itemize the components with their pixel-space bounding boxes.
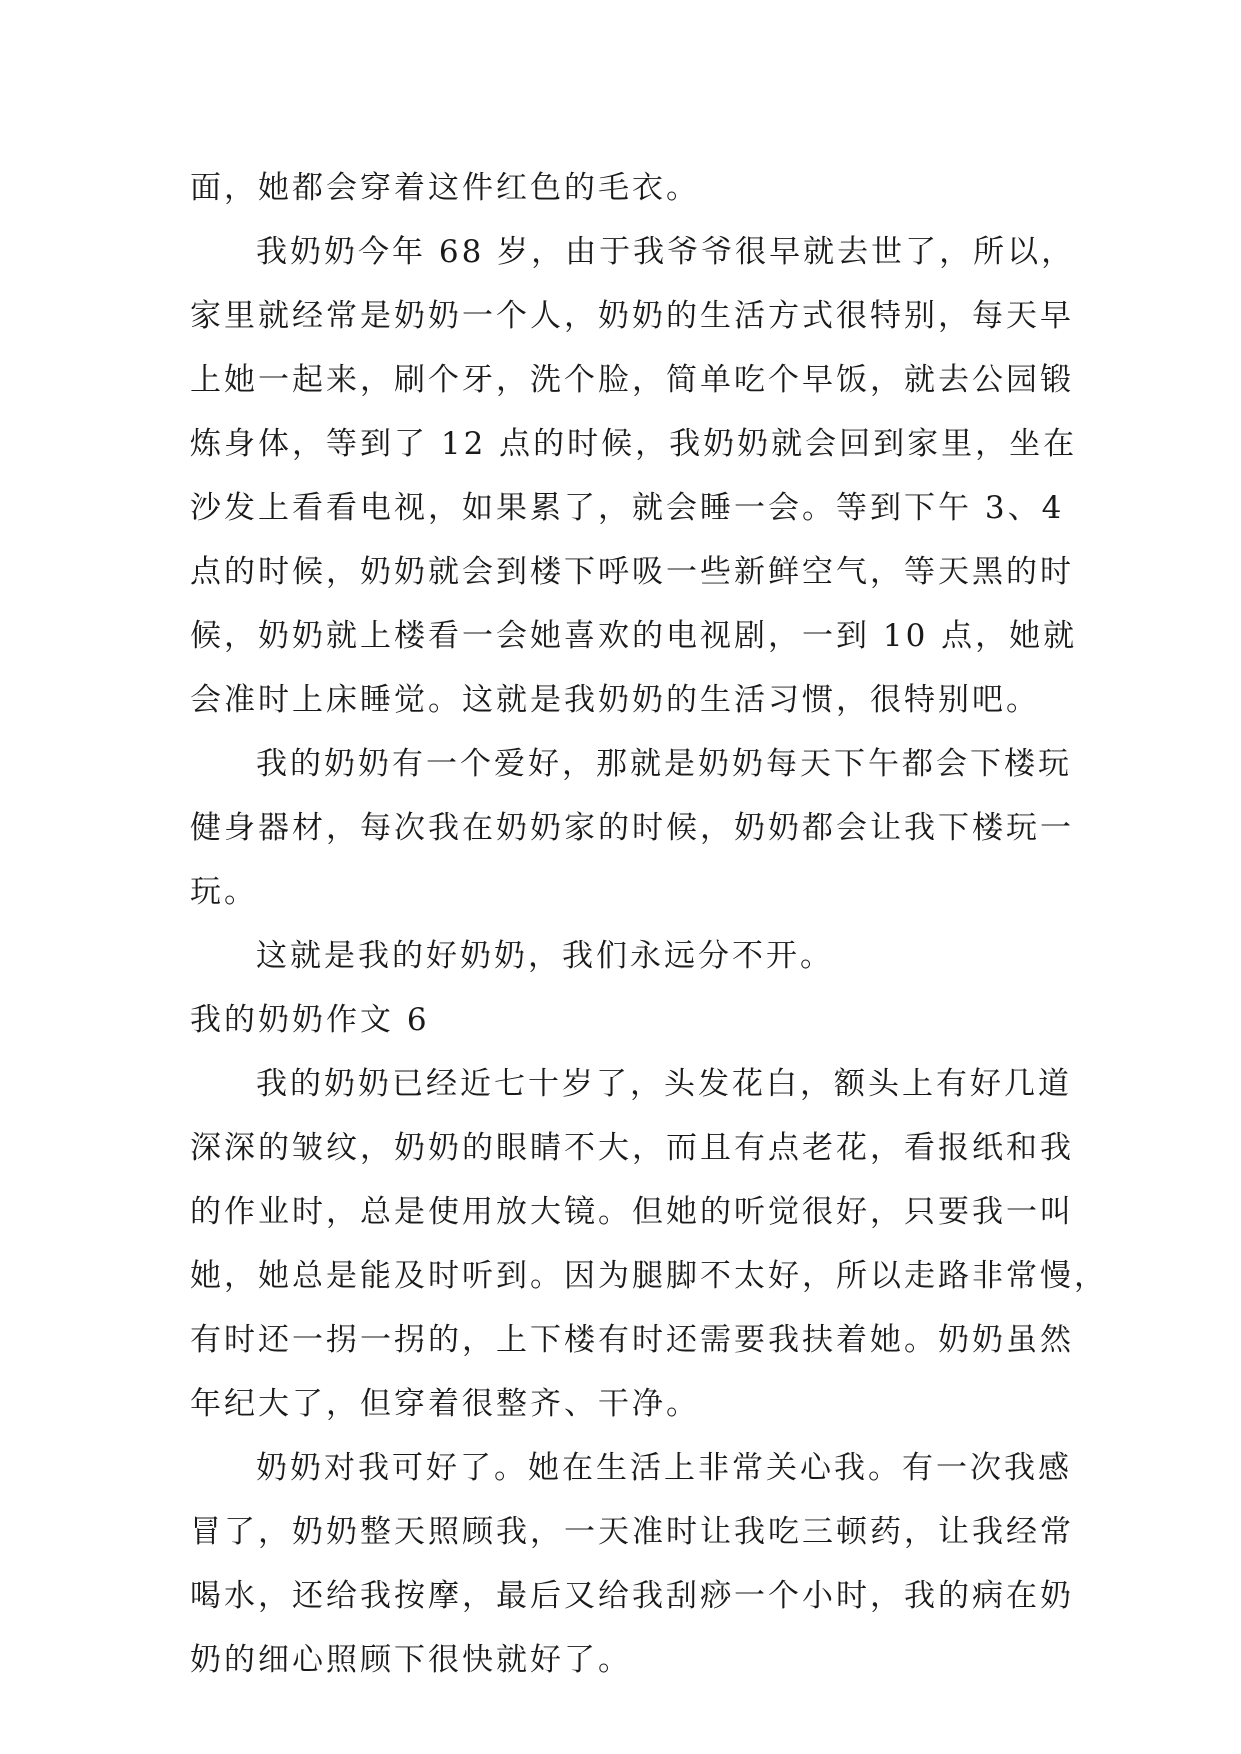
paragraph-line: 我的奶奶有一个爱好，那就是奶奶每天下午都会下楼玩 [256, 746, 1072, 782]
paragraph-line: 候，奶奶就上楼看一会她喜欢的电视剧，一到 10 点，她就 [190, 618, 1078, 654]
paragraph-line: 她，她总是能及时听到。因为腿脚不太好，所以走路非常慢， [190, 1258, 1108, 1294]
paragraph-line: 炼身体，等到了 12 点的时候，我奶奶就会回到家里，坐在 [190, 426, 1078, 462]
paragraph-line: 喝水，还给我按摩，最后又给我刮痧一个小时，我的病在奶 [190, 1578, 1074, 1614]
paragraph-line: 我的奶奶已经近七十岁了，头发花白，额头上有好几道 [256, 1066, 1072, 1102]
paragraph-line: 面，她都会穿着这件红色的毛衣。 [190, 170, 700, 206]
paragraph-line: 这就是我的好奶奶，我们永远分不开。 [256, 938, 834, 974]
paragraph-line: 奶奶对我可好了。她在生活上非常关心我。有一次我感 [256, 1450, 1072, 1486]
paragraph-line: 冒了，奶奶整天照顾我，一天准时让我吃三顿药，让我经常 [190, 1514, 1074, 1550]
paragraph-line: 我奶奶今年 68 岁，由于我爷爷很早就去世了，所以， [256, 234, 1076, 270]
paragraph-line: 有时还一拐一拐的，上下楼有时还需要我扶着她。奶奶虽然 [190, 1322, 1074, 1358]
paragraph-line: 沙发上看看电视，如果累了，就会睡一会。等到下午 3、4 [190, 490, 1065, 526]
paragraph-line: 玩。 [190, 874, 258, 910]
section-heading: 我的奶奶作文 6 [190, 1002, 430, 1038]
paragraph-line: 会准时上床睡觉。这就是我奶奶的生活习惯，很特别吧。 [190, 682, 1040, 718]
paragraph-line: 奶的细心照顾下很快就好了。 [190, 1642, 632, 1678]
paragraph-line: 年纪大了，但穿着很整齐、干净。 [190, 1386, 700, 1422]
paragraph-line: 点的时候，奶奶就会到楼下呼吸一些新鲜空气，等天黑的时 [190, 554, 1074, 590]
paragraph-line: 健身器材，每次我在奶奶家的时候，奶奶都会让我下楼玩一 [190, 810, 1074, 846]
paragraph-line: 的作业时，总是使用放大镜。但她的听觉很好，只要我一叫 [190, 1194, 1074, 1230]
paragraph-line: 家里就经常是奶奶一个人，奶奶的生活方式很特别，每天早 [190, 298, 1074, 334]
document-body [190, 156, 1108, 1692]
paragraph-line: 深深的皱纹，奶奶的眼睛不大，而且有点老花，看报纸和我 [190, 1130, 1074, 1166]
paragraph-line: 上她一起来，刷个牙，洗个脸，简单吃个早饭，就去公园锻 [190, 362, 1074, 398]
